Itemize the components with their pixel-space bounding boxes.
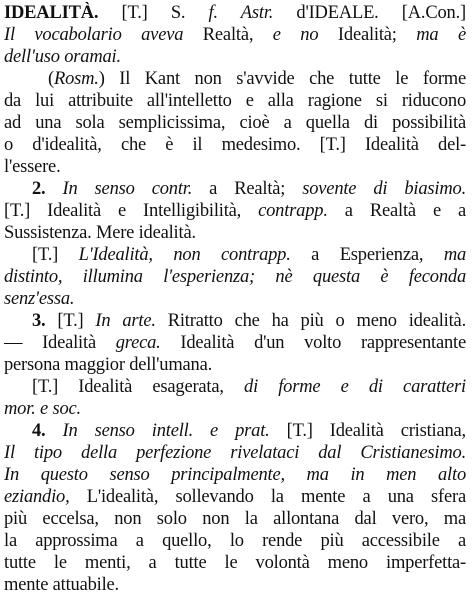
entry-line [4, 90, 466, 112]
text-run: Sussistenza. Mere idealità. [4, 223, 196, 243]
entry-line [4, 112, 466, 134]
text-run: [T.] Idealità e Intelligibilità, [4, 201, 259, 221]
entry-line [4, 376, 466, 398]
entry-line [4, 552, 466, 574]
text-run: [T.] [32, 245, 79, 265]
italic-text: contrapp. [258, 201, 328, 221]
entry-line [4, 354, 466, 376]
italic-text: ma [443, 245, 466, 265]
text-run: mente attuabile. [4, 575, 119, 595]
text-run: Ritratto che ha più o meno idealità. [155, 311, 466, 331]
text-run: la approssima a quello, lo rende più accessibile a [4, 531, 466, 551]
text-run: tutte le menti, a tutte le volontà meno imperfetta- [4, 553, 466, 573]
text-run: [T.] [57, 311, 96, 331]
italic-text: eziandio, [4, 487, 70, 507]
text-run: l'essere. [4, 157, 61, 177]
text-run: ) Il Kant non s'avvide che tutte le forme [98, 69, 466, 89]
entry-line [4, 442, 466, 464]
bold-text: 3. [32, 311, 58, 331]
entry-line [4, 266, 466, 288]
entry-line [4, 486, 466, 508]
entry-line [4, 464, 466, 486]
entry-line [4, 2, 466, 24]
italic-text: In senso intell. e prat. [62, 421, 270, 441]
entry-line [4, 508, 466, 530]
italic-text: greca. [115, 333, 161, 353]
text-run: Idealità d'un volto rappresentante [160, 333, 466, 353]
italic-text: distinto, illumina l'esperienza; nè questa è feconda [4, 267, 466, 287]
text-run: ad una sola semplicissima, cioè a quella di possibilità [4, 113, 466, 133]
entry-line [4, 310, 466, 332]
entry-line [4, 244, 466, 266]
text-run: [T.] Idealità esagerata, [32, 377, 245, 397]
italic-text: Il tipo della perfezione rivelataci dal Cristianesimo. [4, 443, 466, 463]
entry-line [4, 332, 466, 354]
italic-text: In arte. [95, 311, 156, 331]
text-run: a Realtà; [192, 179, 303, 199]
entry-line [4, 530, 466, 552]
italic-text: L'Idealità, [78, 245, 174, 265]
italic-text: Il vocabolario aveva [4, 25, 184, 45]
italic-text: dell'uso oramai. [4, 47, 121, 67]
text-run: persona maggior dell'umana. [4, 355, 213, 375]
italic-text: senz'essa. [4, 289, 75, 309]
text-run: L'idealità, sollevando la mente a una sfera [69, 487, 466, 507]
text-run: [T.] Idealità cristiana, [269, 421, 466, 441]
entry-line [4, 178, 466, 200]
entry-text-block [4, 2, 466, 596]
italic-text: In questo senso principalmente, ma in men alto [4, 465, 466, 485]
text-run: Idealità; [318, 25, 417, 45]
text-run: a Realtà e a [327, 201, 466, 221]
bold-text: 4. [32, 421, 63, 441]
entry-line [4, 24, 466, 46]
entry-line [4, 288, 466, 310]
entry-line [4, 200, 466, 222]
italic-text: di forme e di caratteri [244, 377, 466, 397]
entry-line [4, 68, 466, 90]
italic-text: f. Astr. [208, 3, 274, 23]
entry-line [4, 156, 466, 178]
text-run: d'IDEALE. [A.Con.] [273, 3, 466, 23]
italic-text: ma è [416, 25, 466, 45]
italic-text: In senso contr. [62, 179, 193, 199]
italic-text: non contrapp. [173, 245, 291, 265]
text-run: ( [48, 69, 54, 89]
italic-text: e no [272, 25, 319, 45]
text-run: a Esperienza, [290, 245, 444, 265]
text-run: più eccelsa, non solo non la allontana dal vero, ma [4, 509, 466, 529]
italic-text: mor. e soc. [4, 399, 81, 419]
bold-text: IDEALITÀ. [4, 3, 99, 23]
bold-text: 2. [32, 179, 63, 199]
text-run: [T.] S. [98, 3, 209, 23]
entry-line [4, 574, 466, 596]
text-run: da lui attribuite all'intelletto e alla ragione si riducono [4, 91, 466, 111]
italic-text: sovente di biasimo. [302, 179, 466, 199]
text-run: o d'idealità, che è il medesimo. [T.] Idealità del- [4, 135, 466, 155]
text-run: — Idealità [4, 333, 116, 353]
entry-line [4, 134, 466, 156]
text-run: Realtà, [183, 25, 273, 45]
italic-text: Rosm. [53, 69, 99, 89]
entry-line [4, 46, 466, 68]
entry-line [4, 398, 466, 420]
entry-line [4, 420, 466, 442]
entry-line [4, 222, 466, 244]
